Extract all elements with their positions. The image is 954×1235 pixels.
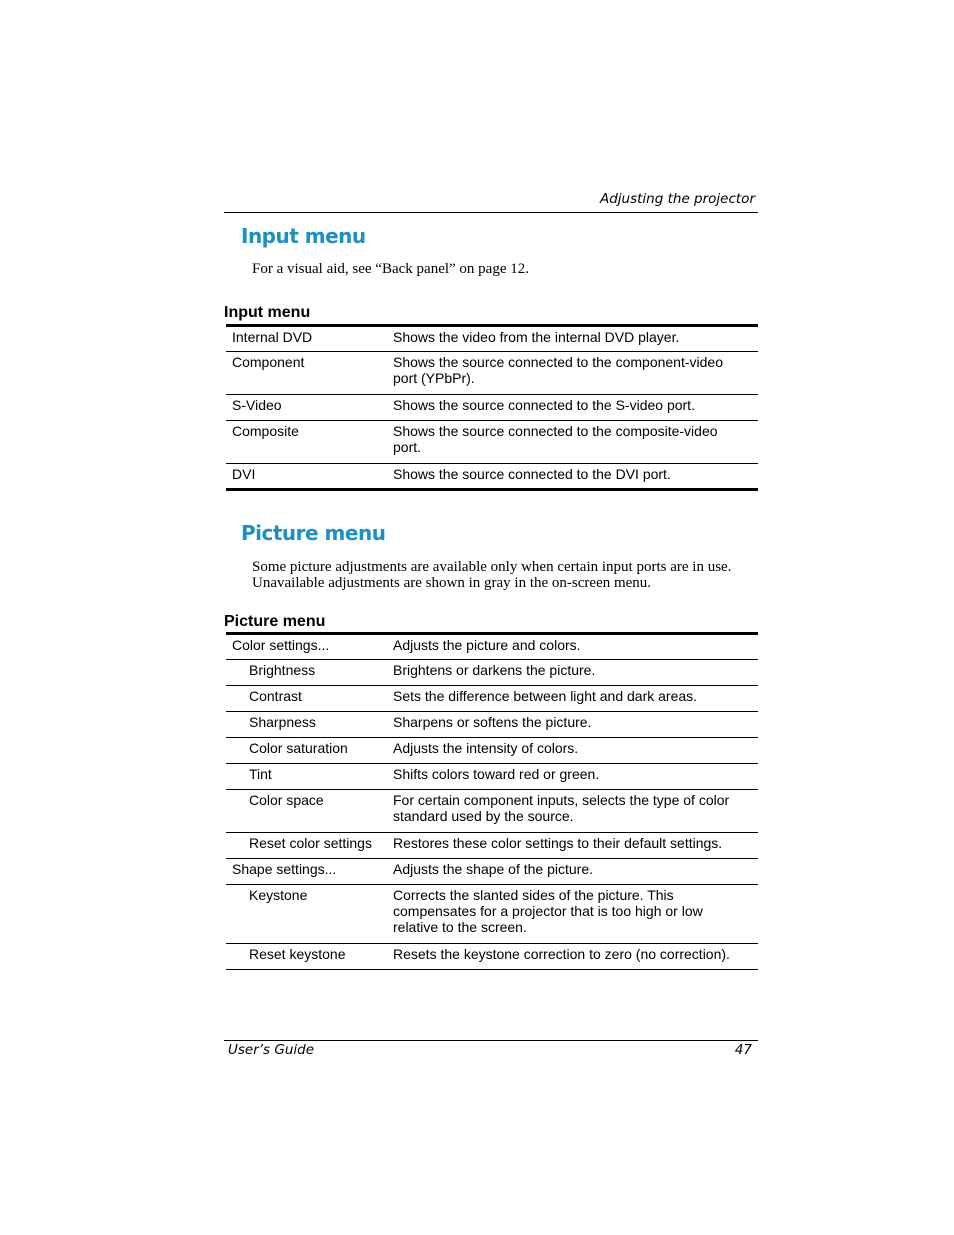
option-name: Color saturation: [226, 738, 393, 764]
option-name: S-Video: [226, 395, 393, 421]
option-name: Reset keystone: [226, 944, 393, 970]
input-menu-heading: Input menu: [241, 224, 366, 248]
page-number: 47: [734, 1042, 752, 1058]
option-name: Shape settings...: [226, 859, 393, 885]
table-row: [226, 790, 758, 833]
footer-rule: [224, 1040, 758, 1041]
option-description: Corrects the slanted sides of the picture. This compensates for a projector that is too high or low relative to the screen.: [393, 885, 758, 944]
table-row: [226, 326, 758, 352]
table-row: [226, 738, 758, 764]
option-description: Shows the source connected to the component-video port (YPbPr).: [393, 352, 758, 395]
option-description: Adjusts the shape of the picture.: [393, 859, 758, 885]
table-row: [226, 764, 758, 790]
option-name: Internal DVD: [226, 326, 393, 352]
option-name: Color settings...: [226, 634, 393, 660]
table-row: [226, 634, 758, 660]
table-row: [226, 833, 758, 859]
table-row: [226, 712, 758, 738]
option-name: Keystone: [226, 885, 393, 944]
option-description: Shows the source connected to the DVI port.: [393, 464, 758, 490]
footer-guide-title: User’s Guide: [228, 1042, 315, 1058]
option-name: Composite: [226, 421, 393, 464]
option-name: Tint: [226, 764, 393, 790]
running-header: Adjusting the projector: [599, 191, 755, 207]
option-description: Brightens or darkens the picture.: [393, 660, 758, 686]
table-row: [226, 352, 758, 395]
option-description: Shows the source connected to the composite-video port.: [393, 421, 758, 464]
option-description: Restores these color settings to their default settings.: [393, 833, 758, 859]
option-description: Shows the source connected to the S-video port.: [393, 395, 758, 421]
option-description: For certain component inputs, selects the type of color standard used by the source.: [393, 790, 758, 833]
table-row: [226, 660, 758, 686]
option-description: Shifts colors toward red or green.: [393, 764, 758, 790]
input-menu-table-caption: Input menu: [224, 304, 311, 321]
picture-menu-intro-line: Unavailable adjustments are shown in gray in the on-screen menu.: [252, 575, 652, 591]
picture-menu-heading: Picture menu: [241, 521, 386, 545]
table-row: [226, 859, 758, 885]
table-row: [226, 686, 758, 712]
option-description: Adjusts the intensity of colors.: [393, 738, 758, 764]
table-row: [226, 395, 758, 421]
option-description: Shows the video from the internal DVD player.: [393, 326, 758, 352]
table-row: [226, 944, 758, 970]
option-name: Sharpness: [226, 712, 393, 738]
picture-menu-intro-line: Some picture adjustments are available only when certain input ports are in use.: [252, 559, 732, 575]
table-row: [226, 421, 758, 464]
picture-menu-table: [226, 632, 758, 970]
picture-menu-intro: [252, 559, 762, 591]
option-description: Resets the keystone correction to zero (no correction).: [393, 944, 758, 970]
input-menu-intro: For a visual aid, see “Back panel” on page 12.: [252, 261, 529, 277]
input-menu-table: [226, 324, 758, 491]
option-name: Component: [226, 352, 393, 395]
option-name: Color space: [226, 790, 393, 833]
header-rule: [224, 212, 758, 213]
picture-menu-table-caption: Picture menu: [224, 613, 326, 630]
option-name: DVI: [226, 464, 393, 490]
option-description: Sets the difference between light and dark areas.: [393, 686, 758, 712]
option-name: Reset color settings: [226, 833, 393, 859]
option-name: Brightness: [226, 660, 393, 686]
table-row: [226, 885, 758, 944]
option-description: Sharpens or softens the picture.: [393, 712, 758, 738]
option-description: Adjusts the picture and colors.: [393, 634, 758, 660]
option-name: Contrast: [226, 686, 393, 712]
table-row: [226, 464, 758, 490]
